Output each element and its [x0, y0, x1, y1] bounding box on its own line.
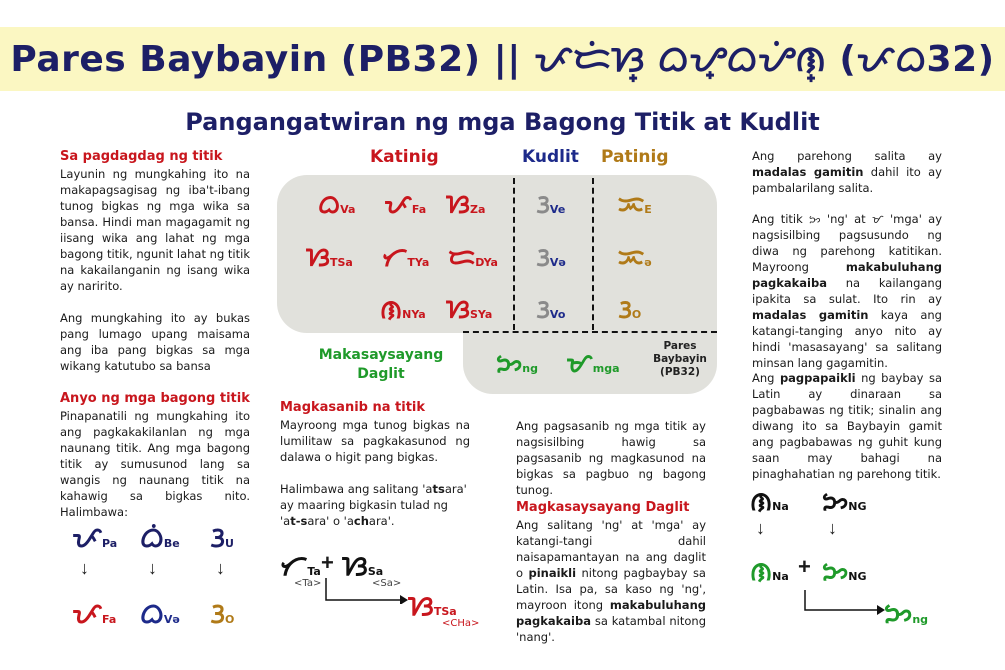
ng-result — [884, 594, 928, 632]
arrow-down-icon: ↓ — [80, 558, 89, 578]
paragraph-pinapanatili: Pinapanatili ng mungkahing ito ang pagkakakilanlan ng mga naunang titik. Ang mga bagong titik ay sumusunod lang sa wangis ng naunang titik na kahawig sa bigkas nito. Halimbawa: — [60, 409, 250, 519]
daglit-mga — [566, 344, 620, 380]
daglit-ng — [496, 344, 538, 380]
label-patinig-schwa: ə — [644, 256, 652, 269]
katinig-tsa — [306, 238, 353, 274]
divider-kudlit-right — [592, 178, 594, 330]
glyph-na-part: ᜈ — [750, 557, 773, 587]
page-subtitle: Pangangatwiran ng mga Bagong Titik at Kudlit — [185, 108, 820, 136]
katinig-nya — [380, 290, 426, 326]
label-patinig-o: O — [631, 308, 642, 321]
paragraph-daglit: Ang salitang 'ng' at 'mga' ay katangi-tangi dahil naisapamantayan na ang daglit o pinaikli nitong pagbaybay sa Latin. Isa pa, sa kaso ng 'ng', mayroon itong makabuluhang pagkakaiba sa katambal nitong 'nang'. — [516, 518, 706, 644]
divider-kudlit-left — [513, 178, 515, 330]
label-daglit-ng: ng — [522, 362, 539, 375]
example-o — [210, 594, 234, 632]
section-heading-anyo: Anyo ng mga bagong titik — [60, 391, 250, 406]
label-na: Na — [772, 500, 789, 513]
glyph-patinig-e: ᜁ — [618, 190, 645, 220]
glyph-ng-result: ᜅ — [884, 597, 913, 630]
label-dya: DYa — [475, 256, 498, 269]
ng-part-na — [750, 552, 789, 588]
katinig-tya — [382, 238, 429, 274]
section-heading-daglit: Magkasaysayang Daglit — [516, 500, 690, 515]
katinig-sya — [446, 290, 492, 326]
glyph-dya: ᜇ — [448, 243, 476, 273]
label-tsa: TSa — [329, 256, 353, 269]
kudlit-ve2 — [536, 238, 566, 274]
glyph-fa: ᜉ — [384, 190, 412, 220]
label-ng-result: ng — [912, 613, 929, 626]
glyph-va: ᜊ — [318, 190, 341, 220]
column-label-kudlit: Kudlit — [522, 147, 579, 167]
glyph-pa: ᜉ — [72, 521, 102, 554]
paragraph-pagsasanib: Ang pagsasanib ng mga titik ay nagsisilbing hawig sa pagsasanib ng magkasunod na bigkas sa pagbuo ng bagong tunog. — [516, 419, 706, 497]
glyph-kudlit-ve: ᜂ — [536, 190, 550, 220]
patinig-o — [618, 290, 641, 326]
label-na-part: Na — [772, 570, 789, 583]
divider-daglit — [463, 331, 717, 333]
plus-icon: + — [798, 554, 811, 579]
example-be — [140, 518, 180, 556]
column-label-patinig: Patinig — [601, 147, 669, 167]
label-kudlit-ve: Ve — [549, 203, 566, 216]
arrow-down-icon: ↓ — [828, 518, 837, 538]
label-patinig-e: E — [644, 203, 652, 216]
glyph-daglit-ng: ᜅ — [496, 349, 523, 379]
ng-combine-arrow-icon — [803, 590, 885, 616]
label-va: Va — [340, 203, 356, 216]
label-za: Za — [469, 203, 486, 216]
paragraph-bukas: Ang mungkahing ito ay bukas pang lumago upang maisama ang iba pang bigkas sa mga wikang katutubo sa bansa — [60, 311, 250, 373]
hint-cha: <CHa> — [442, 618, 480, 629]
glyph-tya: ᜆ — [382, 243, 408, 273]
paragraph-pagpapaikli: Ang pagpapaikli ng baybay sa Latin ay dinaraan sa pagbabawas ng titik; sinalin ang diwang ito sa Baybayin gamit ang pagbabawas ng guhit kung saan may bahagi na pinaghahatian ng parehong titik. — [752, 371, 942, 481]
glyph-tsa: ᜐ — [306, 243, 330, 273]
glyph-daglit-mga: ᜋ — [566, 349, 593, 379]
glyph-patinig-schwa: ᜁ — [618, 243, 645, 273]
plus-icon: + — [321, 550, 334, 575]
patinig-schwa — [618, 238, 652, 274]
kudlit-ve — [536, 185, 565, 221]
glyph-patinig-o: ᜂ — [618, 295, 632, 325]
paragraph-parehong-salita: Ang parehong salita ay madalas gamitin dahil ito ay pambalarilang salita. — [752, 149, 942, 195]
glyph-be: ᜊᜒ — [140, 521, 164, 554]
ng-part-ng — [822, 552, 867, 588]
glyph-u: ᜂ — [210, 521, 225, 554]
glyph-ng-part: ᜅ — [822, 557, 849, 587]
label-o: O — [224, 613, 235, 626]
hint-ta: <Ta> — [294, 578, 322, 589]
example-ve — [140, 594, 180, 632]
page-title: Pares Baybayin (PB32) || ᜉᜇᜒᜐ᜔ ᜊᜌ᜔ᜊᜌᜒᜈ᜔ (ᜉᜊ32) — [10, 39, 995, 80]
section-heading-pagdagdag: Sa pagdagdag ng titik — [60, 149, 223, 164]
label-kudlit-vo: Vo — [549, 308, 566, 321]
glyph-sa: ᜐ — [342, 549, 368, 582]
label-be: Be — [163, 537, 180, 550]
glyph-za: ᜐ — [446, 190, 470, 220]
glyph-kudlit-ve2: ᜂ — [536, 243, 550, 273]
katinig-za — [446, 185, 485, 221]
label-makasaysayang-daglit: Makasaysayang Daglit — [318, 347, 444, 382]
glyph-tsa-result: ᜐ — [408, 589, 434, 622]
label-pares-baybayin: Pares Baybayin (PB32) — [653, 340, 707, 378]
label-sya: SYa — [469, 308, 493, 321]
label-kudlit-ve2: Və — [549, 256, 566, 269]
glyph-o: ᜂ — [210, 597, 225, 630]
arrow-down-icon: ↓ — [216, 558, 225, 578]
glyph-na: ᜈ — [750, 487, 773, 517]
paragraph-titik-ng: Ang titik ᜅ 'ng' at ᜋ 'mga' ay nagsisilbing pagsusundo ng diwa ng parehong katitikan. Mayroong makabuluhang pagkakaiba na kailangang ipakita sa sulat. Ito rin ay madalas gamitin kaya ang katangi-tanging anyo nito ay hindi 'masasayang' sa salitang minsan lang gagamitin. — [752, 212, 942, 370]
label-fa: Fa — [101, 613, 117, 626]
glyph-ng: ᜅ — [822, 487, 849, 517]
paragraph-magkasanib: Mayroong mga tunog bigkas na lumilitaw sa pagkakasunod ng dalawa o higit pang bigkas. — [280, 418, 470, 464]
column-label-katinig: Katinig — [370, 147, 439, 167]
example-fa — [72, 594, 116, 632]
label-tsa-result: TSa — [433, 605, 457, 618]
katinig-dya — [448, 238, 498, 274]
label-tya: TYa — [407, 256, 430, 269]
label-daglit-mga: mga — [592, 362, 620, 375]
label-ng-part: NG — [848, 570, 867, 583]
glyph-sya: ᜐ — [446, 295, 470, 325]
kudlit-vo — [536, 290, 565, 326]
katinig-fa — [384, 185, 426, 221]
glyph-ve: ᜊ — [140, 597, 164, 630]
label-ta: Ta — [307, 565, 321, 578]
label-fa: Fa — [411, 203, 427, 216]
ng-source-na — [750, 482, 789, 518]
label-ve: Və — [163, 613, 180, 626]
paragraph-layunin: Layunin ng mungkahing ito na makapagsagisag ng iba't-ibang tunog bigkas ng mga wika sa bansa. Hindi man magagamit ng iisang wika ang lahat ng mga bagong titik, ngunit lahat ng titik na kakailanganin ng isang wika ay naririto. — [60, 167, 250, 293]
label-sa: Sa — [367, 565, 384, 578]
combine-arrow-icon — [324, 578, 408, 604]
glyph-ta: ᜆ — [280, 549, 308, 582]
paragraph-halimbawa-atsara: Halimbawa ang salitang 'atsara' ay maaring bigkasin tulad ng 'at-sara' o 'achara'. — [280, 482, 467, 528]
label-pa: Pa — [101, 537, 118, 550]
arrow-down-icon: ↓ — [148, 558, 157, 578]
katinig-va — [318, 185, 355, 221]
example-u — [210, 518, 234, 556]
glyph-kudlit-vo: ᜂ — [536, 295, 550, 325]
label-u: U — [224, 537, 234, 550]
example-pa — [72, 518, 117, 556]
label-nya: NYa — [402, 308, 426, 321]
ng-source-ng — [822, 482, 867, 518]
glyph-nya: ᜈ — [380, 295, 403, 325]
section-heading-magkasanib: Magkasanib na titik — [280, 400, 426, 415]
label-ng: NG — [848, 500, 867, 513]
arrow-down-icon: ↓ — [756, 518, 765, 538]
patinig-e — [618, 185, 652, 221]
letter-examples — [60, 518, 260, 638]
hint-sa: <Sa> — [372, 578, 402, 589]
glyph-fa: ᜉ — [72, 597, 102, 630]
